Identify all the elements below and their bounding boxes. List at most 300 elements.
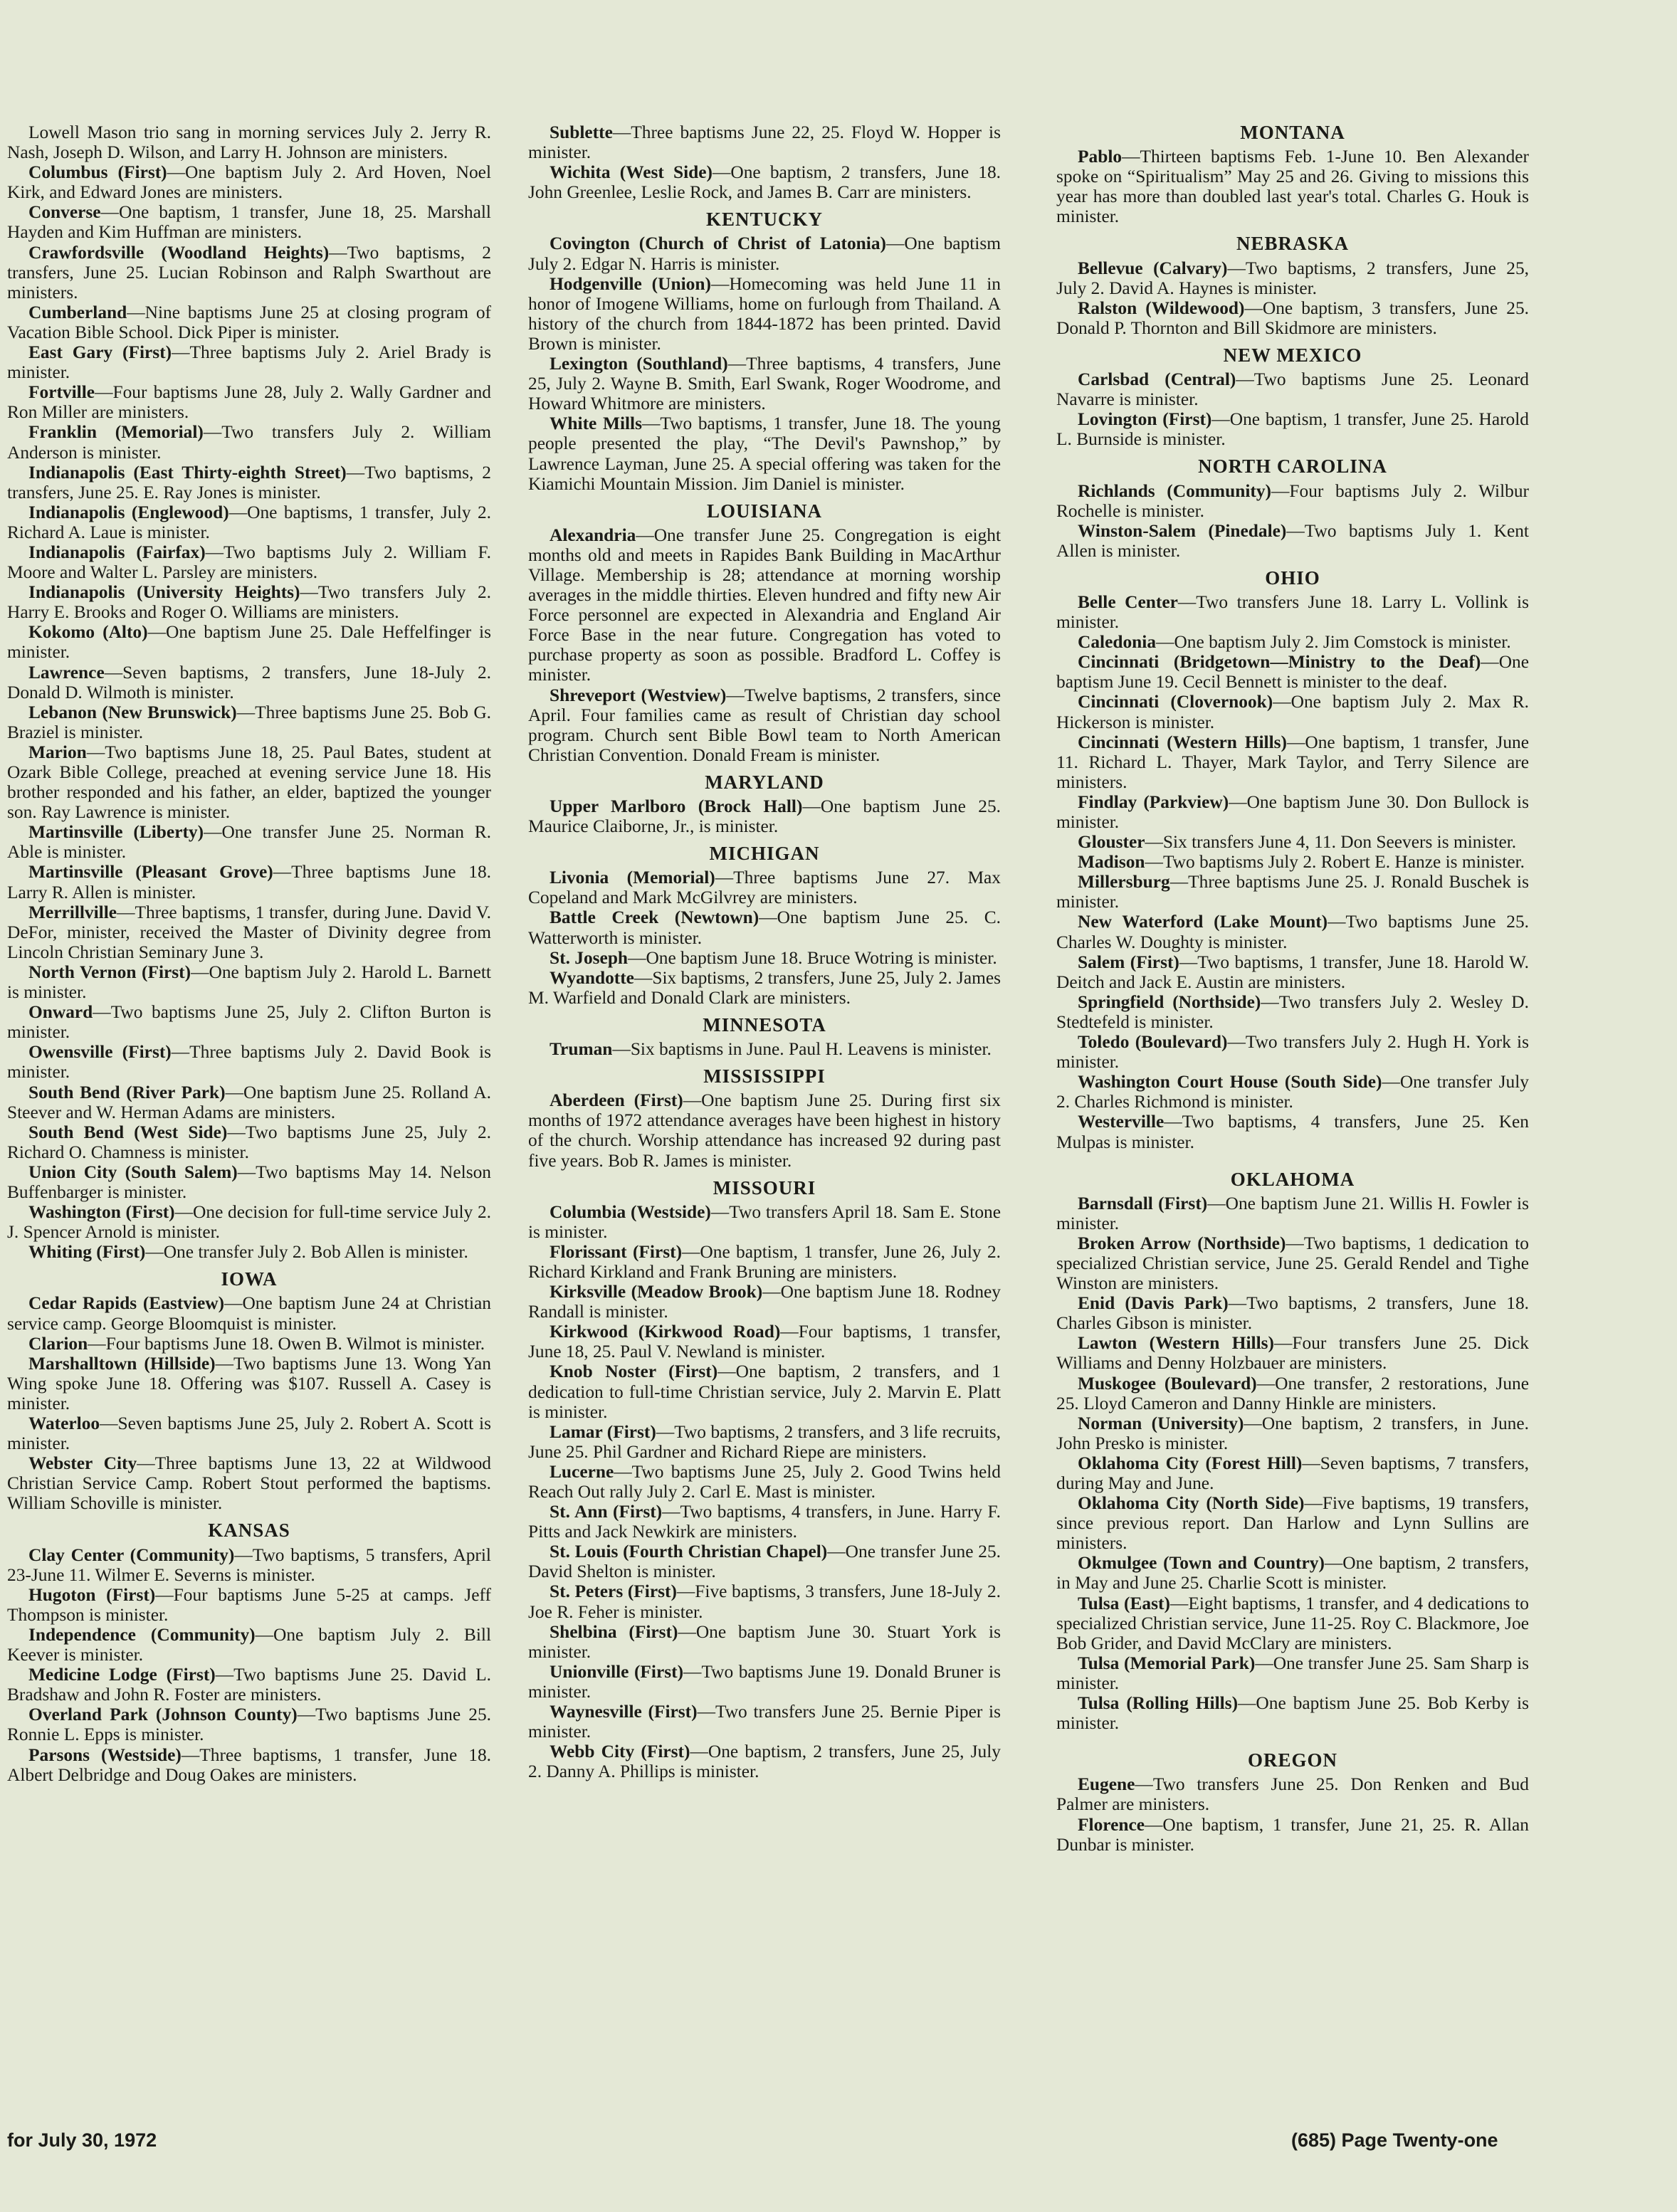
church-report-entry xyxy=(1056,1493,1529,1553)
state-heading: OKLAHOMA xyxy=(1230,1168,1355,1190)
church-name: Okmulgee (Town and Country) xyxy=(1078,1553,1325,1574)
church-report-entry xyxy=(528,968,1001,1008)
church-name: Toledo (Boulevard) xyxy=(1078,1032,1228,1053)
church-report-entry xyxy=(1056,952,1529,992)
church-report-entry xyxy=(1056,409,1529,449)
church-report-entry xyxy=(7,1545,491,1585)
church-name: Cedar Rapids (Eastview) xyxy=(28,1293,225,1314)
church-report-entry xyxy=(1056,1233,1529,1293)
report-text: —One baptism, 3 transfers, June 25. Donald P. Thornton and Bill Skidmore are ministers. xyxy=(1056,297,1529,338)
church-report-entry xyxy=(7,1453,491,1513)
church-report-entry xyxy=(7,463,491,502)
report-text: —Thirteen baptisms Feb. 1-June 10. Ben Alexander spoke on “Spiritualism” May 25 and 26. Giving to missions this year has more than doubled last year's total. Charles G. Houk is minister. xyxy=(1056,147,1529,227)
report-text: —Two baptisms May 14. Nelson Buffenbarger is minister. xyxy=(7,1162,491,1202)
report-text: —Five baptisms, 3 transfers, June 18-July 2. Joe R. Feher is minister. xyxy=(528,1581,1001,1622)
church-report-entry xyxy=(1056,592,1529,632)
church-report-entry xyxy=(1056,1453,1529,1493)
church-name: Muskogee (Boulevard) xyxy=(1078,1373,1257,1394)
church-name: Clay Center (Community) xyxy=(28,1544,235,1565)
church-name: Florence xyxy=(1078,1814,1145,1835)
church-name: Waterloo xyxy=(28,1413,100,1433)
church-name: Eugene xyxy=(1078,1774,1135,1795)
church-name: Cincinnati (Bridgetown—Ministry to the Deaf) xyxy=(1078,652,1481,673)
church-name: East Gary (First) xyxy=(28,342,172,363)
church-name: Wichita (West Side) xyxy=(550,162,713,183)
church-report-entry xyxy=(7,422,491,462)
report-text: —One transfer June 25. Sam Sharp is minister. xyxy=(1056,1653,1529,1693)
church-report-entry xyxy=(1056,632,1529,652)
state-heading: NEBRASKA xyxy=(1236,233,1350,255)
church-name: Onward xyxy=(28,1002,93,1023)
church-report-entry xyxy=(1056,1072,1529,1112)
state-heading: MICHIGAN xyxy=(709,843,820,865)
report-text: —One baptism June 19. Cecil Bennett is minister to the deaf. xyxy=(1056,652,1529,692)
church-name: North Vernon (First) xyxy=(28,962,191,982)
church-name: Martinsville (Liberty) xyxy=(28,822,204,843)
church-report-entry xyxy=(7,243,491,302)
report-text: —Two baptisms July 2. Robert E. Hanze is minister. xyxy=(1145,852,1525,873)
report-text: —One baptism, 1 transfer, June 26, July 2. Richard Kirkland and Frank Bruning are ministers. xyxy=(528,1241,1001,1282)
church-report-entry xyxy=(1056,1194,1529,1233)
church-report-entry xyxy=(528,685,1001,765)
report-text: —Two baptisms, 2 transfers, June 18. Charles Gibson is minister. xyxy=(1056,1293,1529,1334)
church-report-entry xyxy=(1056,652,1529,692)
church-report-entry xyxy=(1056,792,1529,832)
church-report-entry xyxy=(7,1665,491,1705)
report-text: —One baptism July 2. Bill Keever is minister. xyxy=(7,1624,491,1665)
church-report-entry xyxy=(7,382,491,422)
church-name: Indianapolis (Fairfax) xyxy=(28,542,206,562)
section-gap xyxy=(1056,1152,1529,1162)
church-name: Webster City xyxy=(28,1453,137,1474)
state-heading: MONTANA xyxy=(1240,122,1345,143)
church-report-entry xyxy=(528,1242,1001,1282)
report-text: —One baptism June 25. During first six months of 1972 attendance averages have been highest in history of the church. Worship attendance has increased 92 during past five years. Bob R. James is minister. xyxy=(528,1090,1001,1171)
church-report-entry xyxy=(7,1334,491,1354)
church-name: Lucerne xyxy=(550,1461,614,1482)
church-name: Whiting (First) xyxy=(28,1242,146,1263)
report-text: —Two baptisms, 1 transfer, June 18. The young people presented the play, “The Devil's Pawnshop,” by Lawrence Layman, June 25. A special offering was taken for the Kiamichi Mountain Mission. Jim Daniel is minister. xyxy=(528,414,1001,494)
church-name: Bellevue (Calvary) xyxy=(1078,258,1228,278)
report-text: —One baptism July 2. Harold L. Barnett is minister. xyxy=(7,962,491,1003)
church-report-entry xyxy=(1056,1553,1529,1593)
church-name: Aberdeen (First) xyxy=(550,1090,683,1111)
church-name: Belle Center xyxy=(1078,591,1178,612)
state-heading: LOUISIANA xyxy=(706,500,823,522)
report-text: —Three baptisms June 22, 25. Floyd W. Hopper is minister. xyxy=(528,122,1001,163)
report-text: —Seven baptisms, 7 transfers, during May and June. xyxy=(1056,1453,1530,1493)
church-report-entry xyxy=(7,1745,491,1785)
church-name: Sublette xyxy=(550,122,613,142)
report-text: —One baptism June 25. Dale Heffelfinger is minister. xyxy=(7,622,491,663)
report-text: —Three baptisms, 4 transfers, June 25, July 2. Wayne B. Smith, Earl Swank, Roger Woodrome, and Howard Whitmore are ministers. xyxy=(528,354,1001,414)
church-report-entry xyxy=(7,1242,491,1262)
church-name: Millersburg xyxy=(1078,872,1170,892)
church-name: Martinsville (Pleasant Grove) xyxy=(28,862,273,883)
report-text: —Five baptisms, 19 transfers, since previous report. Dan Harlow and Lynn Sullins are ministers. xyxy=(1056,1493,1529,1554)
report-text: —Homecoming was held June 11 in honor of Imogene Williams, home on furlough from Thailand. A history of the church from 1844-1872 has been printed. David Brown is minister. xyxy=(528,273,1002,354)
report-text: —Three baptisms June 25. Bob G. Braziel is minister. xyxy=(7,702,491,742)
church-name: Marion xyxy=(28,742,87,762)
church-report-entry xyxy=(7,1354,491,1413)
report-text: —One baptism June 25. Bob Kerby is minister. xyxy=(1056,1693,1529,1734)
church-name: Carlsbad (Central) xyxy=(1078,369,1236,390)
church-report-entry xyxy=(528,1039,1001,1059)
church-report-entry xyxy=(7,502,491,542)
church-report-entry xyxy=(7,1293,491,1333)
state-heading: MINNESOTA xyxy=(703,1013,826,1036)
church-report-entry xyxy=(1056,1594,1529,1653)
church-name: Columbus (First) xyxy=(28,162,167,183)
church-report-entry xyxy=(528,354,1001,414)
report-text: —Six baptisms, 2 transfers, June 25, July 2. James M. Warfield and Donald Clark are ministers. xyxy=(528,967,1001,1008)
church-report-entry xyxy=(7,302,491,342)
church-name: Medicine Lodge (First) xyxy=(28,1665,216,1685)
church-name: Covington (Church of Christ of Latonia) xyxy=(550,233,887,254)
church-name: Truman xyxy=(550,1039,613,1060)
report-text: —Two baptisms June 25, July 2. Clifton Burton is minister. xyxy=(7,1002,491,1043)
church-name: Indianapolis (University Heights) xyxy=(28,582,300,603)
church-report-entry xyxy=(7,1122,491,1162)
church-name: Shreveport (Westview) xyxy=(550,685,727,705)
church-report-entry xyxy=(7,1585,491,1625)
church-report-entry xyxy=(1056,1032,1529,1072)
church-name: Unionville (First) xyxy=(550,1661,684,1682)
church-name: Livonia (Memorial) xyxy=(550,868,715,888)
church-report-entry xyxy=(7,702,491,742)
church-report-entry xyxy=(7,1413,491,1453)
report-text: —Eight baptisms, 1 transfer, and 4 dedications to specialized Christian service, June 11-25. Roy C. Blackmore, Joe Bob Grider, and David McClary are ministers. xyxy=(1056,1593,1529,1653)
report-text: —Two baptisms June 25, July 2. Good Twins held Reach Out rally July 2. Carl E. Mast is minister. xyxy=(528,1461,1001,1502)
church-report-entry xyxy=(528,1322,1001,1362)
church-name: Salem (First) xyxy=(1078,952,1179,972)
report-text: —Four baptisms July 2. Wilbur Rochelle is minister. xyxy=(1056,480,1529,521)
church-name: Florissant (First) xyxy=(550,1241,683,1262)
column-left xyxy=(7,122,491,1785)
report-text: —One baptism, 1 transfer, June 18, 25. Marshall Hayden and Kim Huffman are ministers. xyxy=(7,202,491,243)
church-report-entry xyxy=(528,1542,1001,1581)
state-heading: NEW MEXICO xyxy=(1223,344,1362,366)
church-name: Ralston (Wildewood) xyxy=(1078,297,1245,318)
report-text: —Six transfers June 4, 11. Don Seevers is minister. xyxy=(1145,832,1517,853)
church-report-entry xyxy=(7,1083,491,1122)
church-report-entry xyxy=(528,868,1001,907)
church-report-entry xyxy=(528,525,1001,685)
church-name: Kirksville (Meadow Brook) xyxy=(550,1282,763,1302)
church-report-entry xyxy=(7,962,491,1002)
church-name: St. Louis (Fourth Christian Chapel) xyxy=(550,1542,828,1562)
church-report-entry xyxy=(1056,1774,1529,1814)
church-report-entry xyxy=(7,202,491,242)
church-report-entry xyxy=(7,1002,491,1042)
church-report-entry xyxy=(7,902,491,962)
report-text: —One baptism July 2. Jim Comstock is minister. xyxy=(1156,632,1511,653)
report-text: Lowell Mason trio sang in morning services July 2. Jerry R. Nash, Joseph D. Wilson, and Larry H. Johnson are ministers. xyxy=(7,122,491,163)
report-text: —Two transfers July 2. Harry E. Brooks and Roger O. Williams are ministers. xyxy=(7,582,491,623)
church-name: Madison xyxy=(1078,852,1145,873)
church-report-entry xyxy=(7,1042,491,1082)
state-heading: IOWA xyxy=(221,1268,278,1290)
church-name: Indianapolis (East Thirty-eighth Street) xyxy=(28,462,347,483)
church-report-entry xyxy=(528,274,1001,354)
church-name: Lawton (Western Hills) xyxy=(1078,1333,1274,1354)
church-report-entry xyxy=(528,1282,1001,1322)
report-text: —Four baptisms June 28, July 2. Wally Gardner and Ron Miller are ministers. xyxy=(7,382,491,423)
report-text: —Three baptisms July 2. David Book is minister. xyxy=(7,1042,491,1083)
report-text: —One baptism July 2. Edgar N. Harris is minister. xyxy=(528,233,1001,274)
church-name: Caledonia xyxy=(1078,632,1157,653)
church-report-entry xyxy=(7,542,491,582)
report-text: —Two baptisms June 18, 25. Paul Bates, student at Ozark Bible College, preached at evening service June 18. His brother responded and his father, an elder, baptized the younger son. Ray Lawrence is minister. xyxy=(7,742,491,823)
church-name: Lexington (Southland) xyxy=(550,354,728,374)
church-report-entry xyxy=(1056,732,1529,792)
church-report-entry xyxy=(7,663,491,702)
church-name: Webb City (First) xyxy=(550,1742,690,1762)
church-name: Clarion xyxy=(28,1333,88,1354)
report-text: —Two baptisms June 19. Donald Bruner is minister. xyxy=(528,1661,1001,1702)
church-name: Glouster xyxy=(1078,832,1145,853)
church-report-entry xyxy=(7,622,491,662)
state-heading: MISSISSIPPI xyxy=(703,1065,826,1087)
church-report-entry xyxy=(7,1202,491,1242)
church-report-entry xyxy=(528,1502,1001,1542)
report-text: —Two baptisms, 2 transfers, June 25. E. Ray Jones is minister. xyxy=(7,462,491,502)
church-name: Fortville xyxy=(28,382,95,403)
state-heading: MISSOURI xyxy=(713,1176,816,1199)
report-text: —One baptism June 18. Rodney Randall is minister. xyxy=(528,1282,1001,1322)
church-name: Waynesville (First) xyxy=(550,1702,698,1722)
church-report-entry xyxy=(7,162,491,202)
church-name: Parsons (Westside) xyxy=(28,1744,182,1765)
church-name: Alexandria xyxy=(550,525,636,545)
church-report-entry xyxy=(528,1622,1001,1662)
church-name: Washington Court House (South Side) xyxy=(1078,1072,1382,1092)
church-report-entry xyxy=(528,162,1001,202)
church-report-entry xyxy=(528,1742,1001,1781)
report-text: —Two baptisms June 25, July 2. Richard O. Chamness is minister. xyxy=(7,1122,492,1162)
report-text: —One transfer July 2. Charles Richmond is minister. xyxy=(1056,1072,1529,1112)
church-report-entry xyxy=(1056,852,1529,872)
church-name: South Bend (River Park) xyxy=(28,1082,226,1102)
report-text: —One baptism, 1 transfer, June 25. Harold L. Burnside is minister. xyxy=(1056,409,1529,450)
report-text: —Two transfers June 25. Bernie Piper is minister. xyxy=(528,1702,1001,1742)
church-report-entry xyxy=(7,582,491,622)
report-text: —One transfer June 25. David Shelton is minister. xyxy=(528,1542,1002,1582)
report-text: —One baptism June 30. Stuart York is minister. xyxy=(528,1621,1001,1662)
church-report-entry xyxy=(1056,912,1529,952)
report-text: —One baptism, 2 transfers, in June. John Presko is minister. xyxy=(1056,1413,1529,1453)
report-text: —Two baptisms, 2 transfers, June 25, July 2. David A. Haynes is minister. xyxy=(1056,258,1530,298)
church-name: Independence (Community) xyxy=(28,1624,256,1645)
church-name: Kirkwood (Kirkwood Road) xyxy=(550,1322,781,1342)
church-name: Cincinnati (Western Hills) xyxy=(1078,732,1287,752)
church-name: Hodgenville (Union) xyxy=(550,273,711,294)
report-text: —Three baptisms June 27. Max Copeland and Mark McGilvrey are ministers. xyxy=(528,868,1001,908)
church-name: South Bend (West Side) xyxy=(28,1122,228,1142)
church-report-entry xyxy=(1056,1815,1529,1855)
church-name: Norman (University) xyxy=(1078,1413,1244,1433)
report-text: —One baptism June 21. Willis H. Fowler is minister. xyxy=(1056,1193,1529,1233)
footer-page-number: (685) Page Twenty-one xyxy=(1291,2129,1498,2151)
church-report-entry xyxy=(528,1462,1001,1502)
report-text: —One baptism June 25. Rolland A. Steever and W. Herman Adams are ministers. xyxy=(7,1082,491,1122)
report-text: —Three baptisms, 1 transfer, June 18. Albert Delbridge and Doug Oakes are ministers. xyxy=(7,1744,491,1785)
church-name: Springfield (Northside) xyxy=(1078,991,1261,1012)
church-report-entry xyxy=(528,122,1001,162)
report-text: —Two transfers July 2. Wesley D. Stedtefeld is minister. xyxy=(1056,991,1529,1032)
state-heading: OHIO xyxy=(1265,567,1320,589)
report-text: —Two baptisms July 2. William F. Moore and Walter L. Parsley are ministers. xyxy=(7,542,491,583)
church-report-entry xyxy=(1056,1693,1529,1733)
report-text: —Two baptisms, 5 transfers, April 23-June 11. Wilmer E. Severns is minister. xyxy=(7,1544,491,1585)
report-text: —Four baptisms June 5-25 at camps. Jeff Thompson is minister. xyxy=(7,1584,491,1625)
state-heading: MARYLAND xyxy=(705,771,824,793)
church-name: St. Ann (First) xyxy=(550,1502,663,1522)
report-text: —One baptism June 24 at Christian service camp. George Bloomquist is minister. xyxy=(7,1293,491,1334)
church-name: New Waterford (Lake Mount) xyxy=(1078,912,1328,932)
church-name: Lawrence xyxy=(28,662,105,683)
report-text: —Two baptisms, 2 transfers, and 3 life recruits, June 25. Phil Gardner and Richard Riepe are ministers. xyxy=(528,1421,1002,1462)
report-text: —Four baptisms June 18. Owen B. Wilmot is minister. xyxy=(88,1333,485,1354)
report-text: —One baptism, 1 transfer, June 21, 25. R. Allan Dunbar is minister. xyxy=(1056,1814,1529,1855)
church-name: Merrillville xyxy=(28,902,117,922)
church-name: Battle Creek (Newtown) xyxy=(550,907,759,928)
report-text: —One baptism July 2. Ard Hoven, Noel Kirk, and Edward Jones are ministers. xyxy=(7,162,491,203)
report-text: —Two baptisms June 25. Leonard Navarre is minister. xyxy=(1056,369,1529,410)
report-text: —Two baptisms June 25. David L. Bradshaw and John R. Foster are ministers. xyxy=(7,1665,491,1705)
report-text: —One baptism, 2 transfers, June 25, July 2. Danny A. Phillips is minister. xyxy=(528,1742,1001,1782)
report-text: —One transfer June 25. Congregation is eight months old and meets in Rapides Bank Building in MacArthur Village. Membership is 28; attendance at morning worship averages in the middle thirties. Eleven hundred and fifty new Air Force personnel are expected in Alexandria and England Air Force Base in the near future. Congregation has voted to purchase property as soon as possible. Bradford L. Coffey is minister. xyxy=(528,525,1001,685)
report-text: —Two baptisms June 13. Wong Yan Wing spoke June 18. Offering was $107. Russell A. Casey is minister. xyxy=(7,1353,491,1413)
church-report-entry xyxy=(7,822,491,862)
church-name: Indianapolis (Englewood) xyxy=(28,502,229,522)
church-report-entry xyxy=(1056,147,1529,226)
church-name: Hugoton (First) xyxy=(28,1584,156,1605)
church-report-entry xyxy=(528,1202,1001,1242)
report-text: —Three baptisms, 1 transfer, during June. David V. DeFor, minister, received the Master of Divinity degree from Lincoln Christian Seminary June 3. xyxy=(7,902,491,962)
church-report-entry xyxy=(1056,521,1529,561)
report-text: —Two transfers July 2. William Anderson is minister. xyxy=(7,422,491,463)
church-name: Oklahoma City (North Side) xyxy=(1078,1493,1305,1514)
church-report-entry xyxy=(7,1705,491,1744)
state-heading: NORTH CAROLINA xyxy=(1198,455,1387,478)
church-report-entry xyxy=(7,1625,491,1665)
church-report-entry xyxy=(7,862,491,902)
church-name: Shelbina (First) xyxy=(550,1621,678,1642)
church-report-entry xyxy=(1056,992,1529,1032)
report-text: —Two baptisms June 25. Charles W. Doughty is minister. xyxy=(1056,912,1529,952)
report-text: —Two transfers April 18. Sam E. Stone is minister. xyxy=(528,1201,1001,1242)
report-text: —One baptism July 2. Max R. Hickerson is minister. xyxy=(1056,692,1529,732)
report-text: —One decision for full-time service July 2. J. Spencer Arnold is minister. xyxy=(7,1202,491,1243)
report-text: —Four transfers June 25. Dick Williams and Denny Holzbauer are ministers. xyxy=(1056,1333,1529,1374)
church-report-entry xyxy=(528,1090,1001,1170)
church-report-entry xyxy=(1056,1374,1529,1413)
report-text: —Three baptisms June 18. Larry R. Allen is minister. xyxy=(7,862,491,902)
state-heading: KANSAS xyxy=(208,1520,290,1542)
footer-date: for July 30, 1972 xyxy=(7,2129,157,2151)
church-name: Richlands (Community) xyxy=(1078,480,1271,501)
report-text: —Two transfers July 2. Hugh H. York is minister. xyxy=(1056,1032,1529,1073)
church-name: White Mills xyxy=(550,414,642,434)
report-text: —One baptism June 30. Don Bullock is minister. xyxy=(1056,791,1529,832)
column-right xyxy=(1056,122,1529,1855)
report-text: —Three baptisms June 25. J. Ronald Buschek is minister. xyxy=(1056,872,1529,912)
section-gap xyxy=(1056,1733,1529,1743)
church-name: Knob Noster (First) xyxy=(550,1362,718,1382)
church-name: Findlay (Parkview) xyxy=(1078,791,1229,812)
column-middle xyxy=(528,122,1001,1781)
church-name: Union City (South Salem) xyxy=(28,1162,238,1182)
church-name: Converse xyxy=(28,202,101,223)
report-text: —Three baptisms July 2. Ariel Brady is minister. xyxy=(7,342,491,383)
church-name: Enid (Davis Park) xyxy=(1078,1293,1229,1314)
church-name: Overland Park (Johnson County) xyxy=(28,1705,298,1725)
church-report-entry xyxy=(528,1362,1001,1421)
church-report-entry xyxy=(528,414,1001,493)
church-report-entry xyxy=(1056,258,1529,298)
church-report-entry xyxy=(528,948,1001,968)
report-text: —One baptisms, 1 transfer, July 2. Richard A. Laue is minister. xyxy=(7,502,491,542)
report-text: —Seven baptisms June 25, July 2. Robert A. Scott is minister. xyxy=(7,1413,491,1454)
church-name: Tulsa (Memorial Park) xyxy=(1078,1653,1256,1673)
report-text: —One baptism, 2 transfers, and 1 dedication to full-time Christian service, July 2. Marvin E. Platt is minister. xyxy=(528,1362,1001,1422)
state-heading: KENTUCKY xyxy=(705,209,823,231)
church-name: Lovington (First) xyxy=(1078,409,1212,430)
report-text: —Two baptisms July 1. Kent Allen is minister. xyxy=(1056,520,1529,561)
church-report-entry xyxy=(1056,481,1529,521)
church-report-entry xyxy=(1056,832,1529,852)
report-text: —One baptism, 2 transfers, June 18. John Greenlee, Leslie Rock, and James B. Carr are ministers. xyxy=(528,162,1001,203)
report-text: —One baptism, 2 transfers, in May and June 25. Charlie Scott is minister. xyxy=(1056,1553,1529,1594)
report-text: —One baptism, 1 transfer, June 11. Richard L. Thayer, Mark Taylor, and Terry Silence are ministers. xyxy=(1056,732,1530,792)
church-report-entry xyxy=(1056,369,1529,409)
report-text: —One transfer June 25. Norman R. Able is minister. xyxy=(7,822,491,863)
church-name: Broken Arrow (Northside) xyxy=(1078,1233,1286,1253)
report-text: —Seven baptisms, 2 transfers, June 18-July 2. Donald D. Wilmoth is minister. xyxy=(7,662,491,702)
church-name: Owensville (First) xyxy=(28,1042,172,1063)
church-report-entry xyxy=(528,907,1001,947)
church-report-entry xyxy=(528,1422,1001,1462)
state-heading: OREGON xyxy=(1247,1749,1337,1771)
church-report-entry xyxy=(1056,872,1529,912)
church-report-entry xyxy=(1056,298,1529,338)
church-report-entry xyxy=(1056,1112,1529,1152)
report-text: —One baptism June 25. C. Watterworth is minister. xyxy=(528,907,1001,948)
church-report-entry xyxy=(528,796,1001,836)
church-report-entry xyxy=(7,742,491,822)
church-report-entry xyxy=(1056,692,1529,732)
church-name: St. Joseph xyxy=(550,947,629,968)
report-text: —One transfer, 2 restorations, June 25. Lloyd Cameron and Danny Hinkle are ministers. xyxy=(1056,1373,1529,1413)
report-text: —Three baptisms June 13, 22 at Wildwood Christian Service Camp. Robert Stout performed the baptisms. William Schoville is minister. xyxy=(7,1453,492,1514)
church-name: Washington (First) xyxy=(28,1202,175,1223)
church-report-entry xyxy=(528,1662,1001,1702)
church-report-entry xyxy=(1056,1653,1529,1693)
church-name: Pablo xyxy=(1078,147,1123,167)
church-name: Kokomo (Alto) xyxy=(28,622,148,643)
church-name: Cincinnati (Clovernook) xyxy=(1078,692,1273,712)
church-name: Winston-Salem (Pinedale) xyxy=(1078,520,1287,541)
report-text: —One baptism June 25. Maurice Claiborne, Jr., is minister. xyxy=(528,796,1001,837)
report-text: —Twelve baptisms, 2 transfers, since April. Four families came as result of Christian day school program. Church sent Bible Bowl team to North American Christian Convention. Donald Fream is minister. xyxy=(528,685,1001,765)
church-name: Columbia (Westside) xyxy=(550,1201,711,1222)
report-text: —Two baptisms, 4 transfers, June 25. Ken Mulpas is minister. xyxy=(1056,1112,1529,1152)
report-text: —Two baptisms June 25. Ronnie L. Epps is minister. xyxy=(7,1705,492,1745)
church-name: Crawfordsville (Woodland Heights) xyxy=(28,242,330,263)
report-text: —Two baptisms, 1 transfer, June 18. Harold W. Deitch and Jack E. Austin are ministers. xyxy=(1056,952,1529,992)
church-report-entry xyxy=(7,122,491,162)
